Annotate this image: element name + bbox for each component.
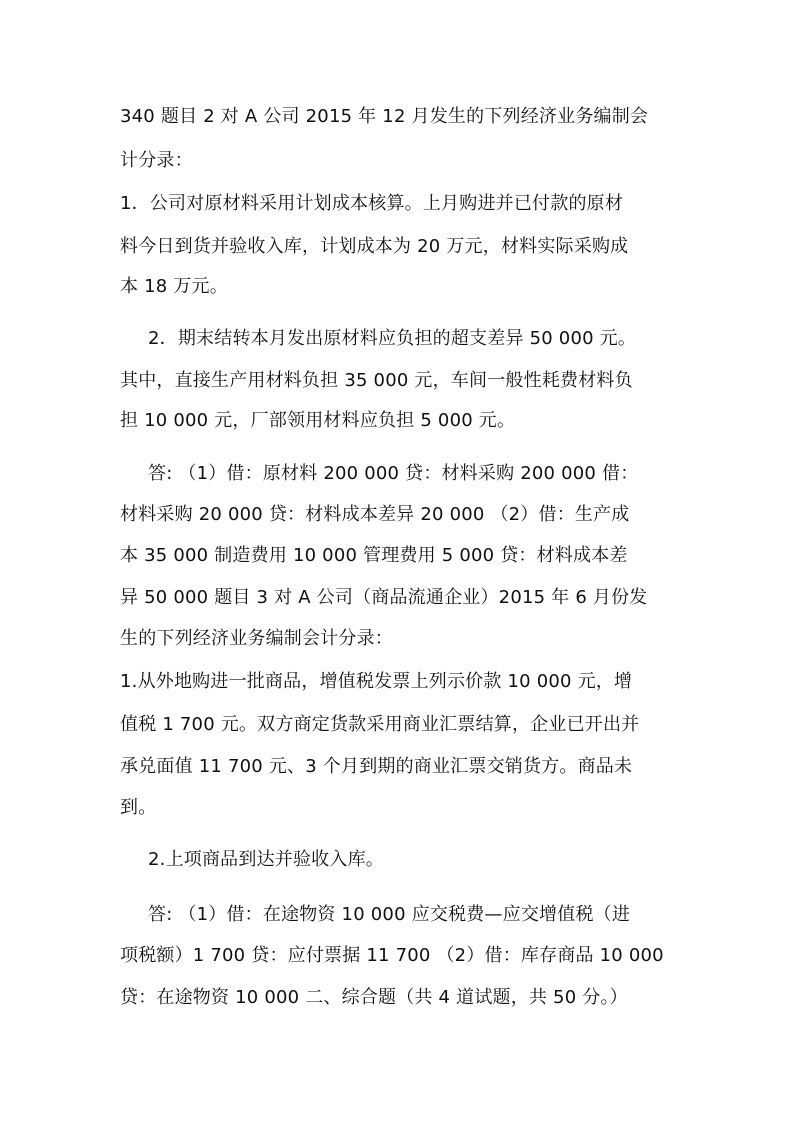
text-line: 到。: [120, 797, 157, 818]
text-line: 2．期末结转本月发出原材料应负担的超支差异 50 000 元。: [148, 328, 637, 349]
answer-line: 材料采购 20 000 贷：材料成本差异 20 000 （2）借：生产成: [120, 504, 630, 525]
text-line: 1.从外地购进一批商品，增值税发票上列示价款 10 000 元，增: [120, 671, 633, 692]
answer-line: 项税额）1 700 贷：应付票据 11 700 （2）借：库存商品 10 000: [120, 945, 664, 966]
text-line: 340 题目 2 对 A 公司 2015 年 12 月发生的下列经济业务编制会: [120, 106, 649, 127]
text-line: 计分录：: [120, 150, 193, 171]
text-line: 1．公司对原材料采用计划成本核算。上月购进并已付款的原材: [120, 193, 624, 214]
answer-line: 答: （1）借：原材料 200 000 贷：材料采购 200 000 借：: [148, 463, 639, 484]
answer-line: 答: （1）借：在途物资 10 000 应交税费—应交增值税（进: [148, 904, 631, 925]
text-line: 其中，直接生产用材料负担 35 000 元，车间一般性耗费材料负: [120, 370, 633, 391]
answer-line: 本 35 000 制造费用 10 000 管理费用 5 000 贷：材料成本差: [120, 545, 628, 566]
text-line: 承兑面值 11 700 元、3 个月到期的商业汇票交销货方。商品未: [120, 756, 633, 777]
answer-line: 异 50 000 题目 3 对 A 公司（商品流通企业）2015 年 6 月份发: [120, 587, 648, 608]
text-line: 担 10 000 元，厂部领用材料应负担 5 000 元。: [120, 410, 516, 431]
text-line: 料今日到货并验收入库，计划成本为 20 万元，材料实际采购成: [120, 236, 629, 257]
text-line: 生的下列经济业务编制会计分录：: [120, 628, 393, 649]
answer-line: 贷：在途物资 10 000 二、综合题（共 4 道试题，共 50 分。）: [120, 987, 628, 1008]
text-line: 本 18 万元。: [120, 276, 228, 297]
text-line: 值税 1 700 元。双方商定货款采用商业汇票结算，企业已开出并: [120, 714, 640, 735]
text-line: 2.上项商品到达并验收入库。: [148, 849, 384, 870]
